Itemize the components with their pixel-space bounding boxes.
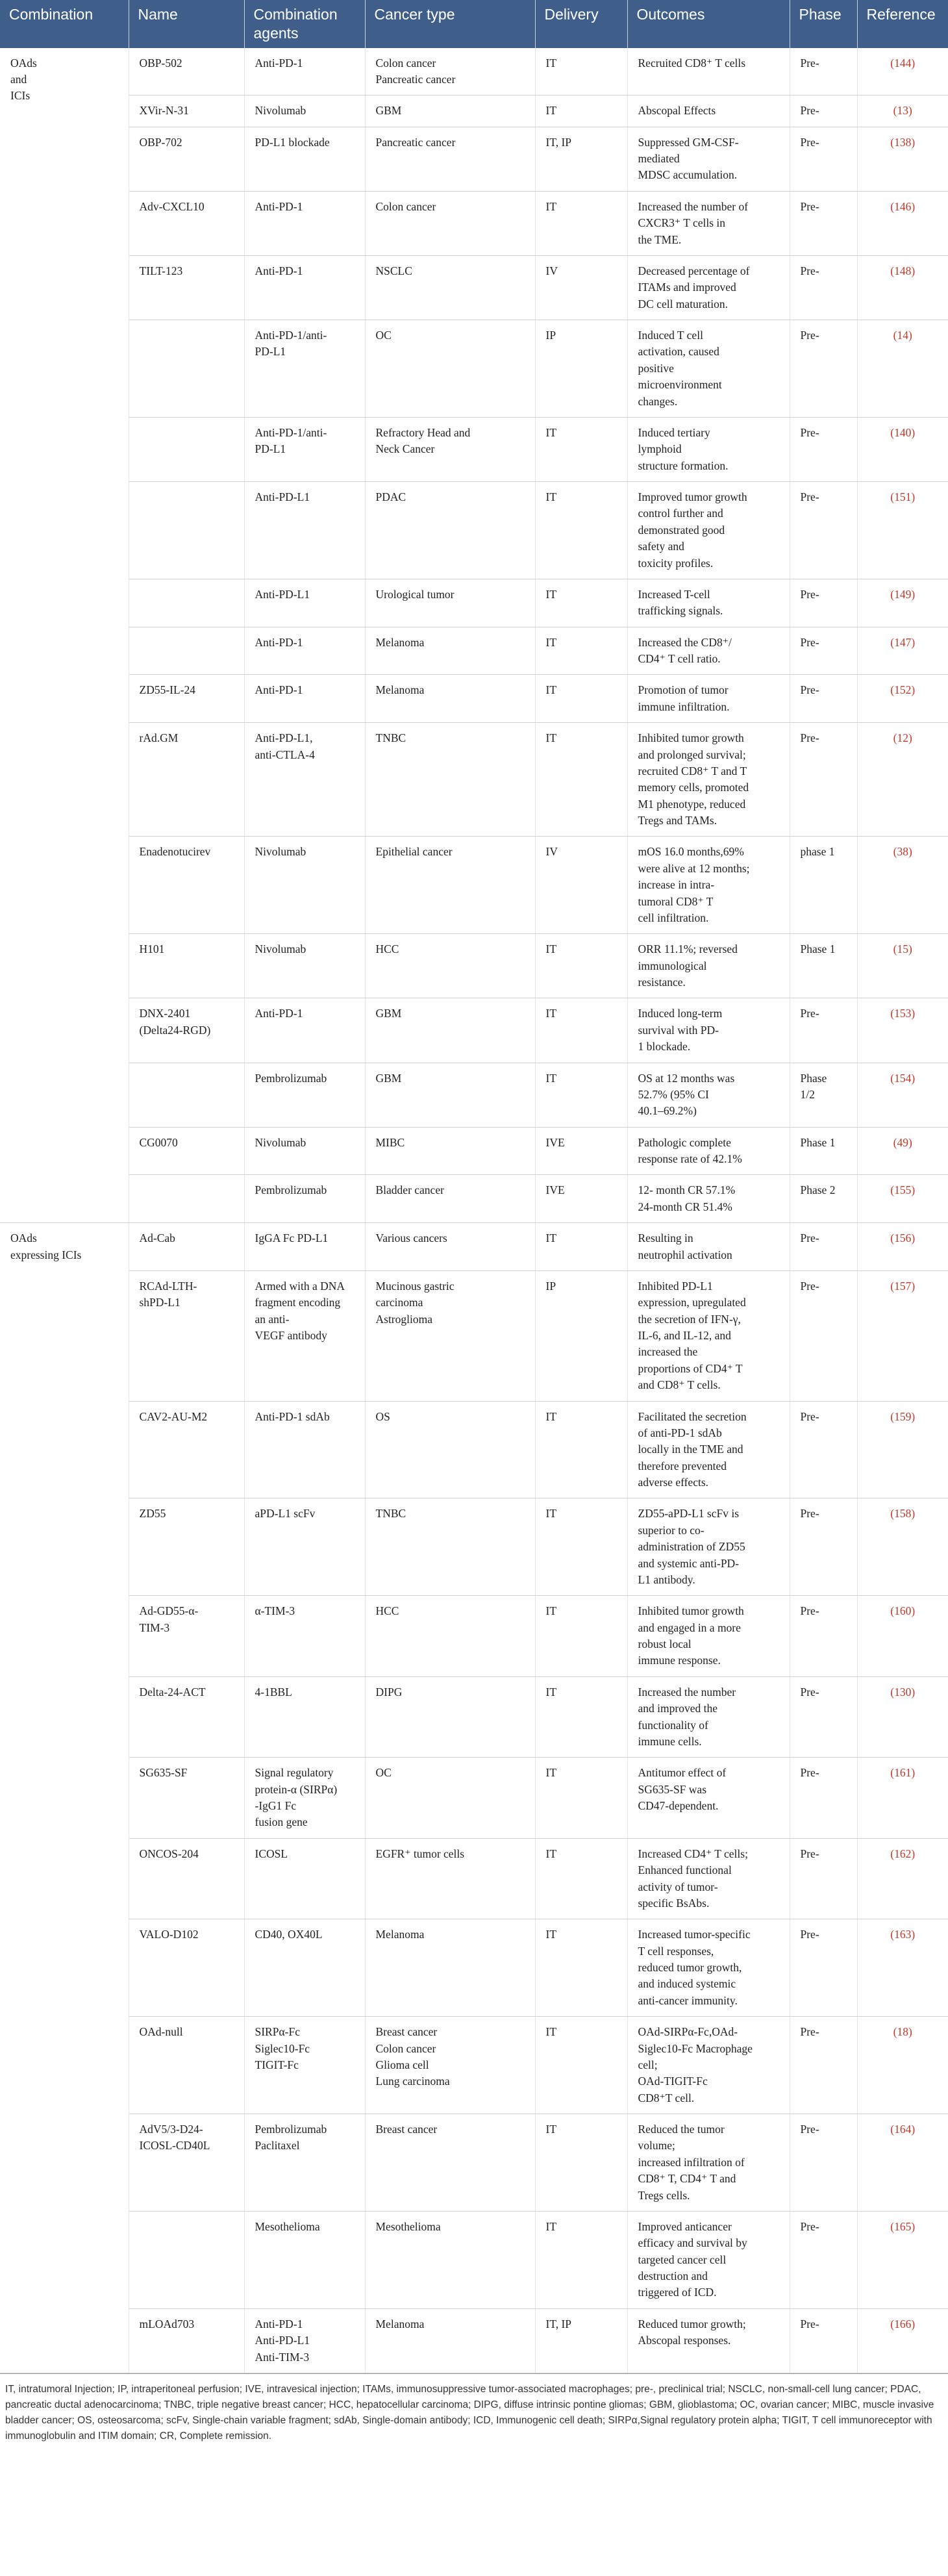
table-row bbox=[0, 2017, 948, 2114]
agents-cell: ICOSL bbox=[244, 1838, 365, 1919]
name-cell: CAV2-AU-M2 bbox=[129, 1401, 244, 1498]
phase-cell: Pre- bbox=[790, 579, 857, 627]
outcomes-cell: Inhibited PD-L1 expression, upregulated the secretion of IFN-γ, IL-6, and IL-12, and increased the proportions of CD4⁺ T and CD8⁺ T cells. bbox=[627, 1270, 790, 1401]
reference-cell[interactable]: (166) bbox=[857, 2308, 948, 2373]
column-header: Phase bbox=[790, 0, 857, 48]
reference-cell[interactable]: (151) bbox=[857, 482, 948, 579]
table-row bbox=[0, 1838, 948, 1919]
name-cell: rAd.GM bbox=[129, 723, 244, 837]
name-cell bbox=[129, 1063, 244, 1127]
name-cell: RCAd-LTH- shPD-L1 bbox=[129, 1270, 244, 1401]
delivery-cell: IT bbox=[535, 2211, 627, 2308]
table-row bbox=[0, 482, 948, 579]
table-row bbox=[0, 2308, 948, 2373]
agents-cell: SIRPα-Fc Siglec10-Fc TIGIT-Fc bbox=[244, 2017, 365, 2114]
outcomes-cell: Reduced the tumor volume; increased infiltration of CD8⁺ T, CD4⁺ T and Tregs cells. bbox=[627, 2114, 790, 2212]
name-cell bbox=[129, 417, 244, 481]
name-cell: Adv-CXCL10 bbox=[129, 191, 244, 255]
cancer-type-cell: Mucinous gastric carcinoma Astroglioma bbox=[365, 1270, 535, 1401]
reference-cell[interactable]: (148) bbox=[857, 255, 948, 320]
outcomes-cell: Inhibited tumor growth and engaged in a more robust local immune response. bbox=[627, 1596, 790, 1677]
delivery-cell: IP bbox=[535, 1270, 627, 1401]
delivery-cell: IT bbox=[535, 1758, 627, 1839]
column-header: Delivery bbox=[535, 0, 627, 48]
name-cell: ZD55 bbox=[129, 1498, 244, 1596]
delivery-cell: IT bbox=[535, 482, 627, 579]
cancer-type-cell: GBM bbox=[365, 95, 535, 127]
delivery-cell: IT bbox=[535, 1919, 627, 2017]
cancer-type-cell: Mesothelioma bbox=[365, 2211, 535, 2308]
name-cell: AdV5/3-D24- ICOSL-CD40L bbox=[129, 2114, 244, 2212]
table-row bbox=[0, 723, 948, 837]
phase-cell: Pre- bbox=[790, 1223, 857, 1271]
name-cell: XVir-N-31 bbox=[129, 95, 244, 127]
delivery-cell: IVE bbox=[535, 1175, 627, 1223]
reference-cell[interactable]: (157) bbox=[857, 1270, 948, 1401]
reference-cell[interactable]: (49) bbox=[857, 1127, 948, 1175]
agents-cell: Anti-PD-L1, anti-CTLA-4 bbox=[244, 723, 365, 837]
agents-cell: Anti-PD-1 bbox=[244, 191, 365, 255]
agents-cell: Nivolumab bbox=[244, 95, 365, 127]
phase-cell: Pre- bbox=[790, 1270, 857, 1401]
cancer-type-cell: TNBC bbox=[365, 1498, 535, 1596]
name-cell: DNX-2401 (Delta24-RGD) bbox=[129, 998, 244, 1063]
cancer-type-cell: Refractory Head and Neck Cancer bbox=[365, 417, 535, 481]
agents-cell: Nivolumab bbox=[244, 1127, 365, 1175]
reference-cell[interactable]: (159) bbox=[857, 1401, 948, 1498]
reference-cell[interactable]: (156) bbox=[857, 1223, 948, 1271]
name-cell: mLOAd703 bbox=[129, 2308, 244, 2373]
reference-cell[interactable]: (144) bbox=[857, 48, 948, 95]
cancer-type-cell: DIPG bbox=[365, 1676, 535, 1758]
name-cell: Delta-24-ACT bbox=[129, 1676, 244, 1758]
outcomes-cell: Reduced tumor growth; Abscopal responses. bbox=[627, 2308, 790, 2373]
delivery-cell: IT bbox=[535, 2017, 627, 2114]
delivery-cell: IT bbox=[535, 627, 627, 675]
delivery-cell: IT bbox=[535, 1498, 627, 1596]
cancer-type-cell: TNBC bbox=[365, 723, 535, 837]
table-body bbox=[0, 48, 948, 2373]
outcomes-cell: Recruited CD8⁺ T cells bbox=[627, 48, 790, 95]
agents-cell: Nivolumab bbox=[244, 837, 365, 934]
reference-cell[interactable]: (162) bbox=[857, 1838, 948, 1919]
cancer-type-cell: Breast cancer Colon cancer Glioma cell Lung carcinoma bbox=[365, 2017, 535, 2114]
phase-cell: Pre- bbox=[790, 320, 857, 418]
reference-cell[interactable]: (154) bbox=[857, 1063, 948, 1127]
cancer-type-cell: Melanoma bbox=[365, 627, 535, 675]
combination-group-cell: OAds and ICIs bbox=[0, 48, 129, 1223]
name-cell: VALO-D102 bbox=[129, 1919, 244, 2017]
cancer-type-cell: GBM bbox=[365, 1063, 535, 1127]
phase-cell: Phase 1 bbox=[790, 1127, 857, 1175]
cancer-type-cell: Various cancers bbox=[365, 1223, 535, 1271]
delivery-cell: IT bbox=[535, 998, 627, 1063]
phase-cell: Pre- bbox=[790, 255, 857, 320]
name-cell: ONCOS-204 bbox=[129, 1838, 244, 1919]
reference-cell[interactable]: (147) bbox=[857, 627, 948, 675]
reference-cell[interactable]: (158) bbox=[857, 1498, 948, 1596]
name-cell: SG635-SF bbox=[129, 1758, 244, 1839]
table-row bbox=[0, 2211, 948, 2308]
agents-cell: Pembrolizumab Paclitaxel bbox=[244, 2114, 365, 2212]
delivery-cell: IT bbox=[535, 191, 627, 255]
phase-cell: Phase 2 bbox=[790, 1175, 857, 1223]
cancer-type-cell: Bladder cancer bbox=[365, 1175, 535, 1223]
cancer-type-cell: OC bbox=[365, 320, 535, 418]
phase-cell: Pre- bbox=[790, 998, 857, 1063]
outcomes-cell: Increased CD4⁺ T cells; Enhanced functional activity of tumor- specific BsAbs. bbox=[627, 1838, 790, 1919]
name-cell: Ad-GD55-α- TIM-3 bbox=[129, 1596, 244, 1677]
table-row bbox=[0, 1175, 948, 1223]
agents-cell: Nivolumab bbox=[244, 934, 365, 998]
cancer-type-cell: MIBC bbox=[365, 1127, 535, 1175]
outcomes-cell: Improved anticancer efficacy and survival by targeted cancer cell destruction and triggered of ICD. bbox=[627, 2211, 790, 2308]
name-cell bbox=[129, 2211, 244, 2308]
delivery-cell: IT bbox=[535, 579, 627, 627]
reference-cell[interactable]: (152) bbox=[857, 675, 948, 723]
table-row bbox=[0, 1919, 948, 2017]
table-row bbox=[0, 95, 948, 127]
column-header: Name bbox=[129, 0, 244, 48]
name-cell: TILT-123 bbox=[129, 255, 244, 320]
reference-cell[interactable]: (160) bbox=[857, 1596, 948, 1677]
outcomes-cell: Abscopal Effects bbox=[627, 95, 790, 127]
reference-cell[interactable]: (18) bbox=[857, 2017, 948, 2114]
phase-cell: Pre- bbox=[790, 1758, 857, 1839]
agents-cell: 4-1BBL bbox=[244, 1676, 365, 1758]
cancer-type-cell: Epithelial cancer bbox=[365, 837, 535, 934]
name-cell: OBP-702 bbox=[129, 127, 244, 191]
outcomes-cell: OAd-SIRPα-Fc,OAd- Siglec10-Fc Macrophage cell; OAd-TIGIT-Fc CD8⁺T cell. bbox=[627, 2017, 790, 2114]
delivery-cell: IT bbox=[535, 48, 627, 95]
reference-cell[interactable]: (13) bbox=[857, 95, 948, 127]
cancer-type-cell: Urological tumor bbox=[365, 579, 535, 627]
cancer-type-cell: HCC bbox=[365, 1596, 535, 1677]
outcomes-cell: Induced long-term survival with PD- 1 blockade. bbox=[627, 998, 790, 1063]
delivery-cell: IT bbox=[535, 1676, 627, 1758]
delivery-cell: IT bbox=[535, 1063, 627, 1127]
phase-cell: Pre- bbox=[790, 2017, 857, 2114]
reference-cell[interactable]: (15) bbox=[857, 934, 948, 998]
cancer-type-cell: Colon cancer Pancreatic cancer bbox=[365, 48, 535, 95]
outcomes-cell: Decreased percentage of ITAMs and improved DC cell maturation. bbox=[627, 255, 790, 320]
delivery-cell: IT bbox=[535, 1401, 627, 1498]
outcomes-cell: ORR 11.1%; reversed immunological resistance. bbox=[627, 934, 790, 998]
phase-cell: Pre- bbox=[790, 1919, 857, 2017]
cancer-type-cell: Melanoma bbox=[365, 1919, 535, 2017]
phase-cell: Phase 1/2 bbox=[790, 1063, 857, 1127]
reference-cell[interactable]: (165) bbox=[857, 2211, 948, 2308]
outcomes-cell: Resulting in neutrophil activation bbox=[627, 1223, 790, 1271]
phase-cell: phase 1 bbox=[790, 837, 857, 934]
phase-cell: Phase 1 bbox=[790, 934, 857, 998]
phase-cell: Pre- bbox=[790, 2211, 857, 2308]
cancer-type-cell: Pancreatic cancer bbox=[365, 127, 535, 191]
cancer-type-cell: Breast cancer bbox=[365, 2114, 535, 2212]
phase-cell: Pre- bbox=[790, 127, 857, 191]
delivery-cell: IT bbox=[535, 1223, 627, 1271]
phase-cell: Pre- bbox=[790, 2114, 857, 2212]
header-row bbox=[0, 0, 948, 48]
phase-cell: Pre- bbox=[790, 1401, 857, 1498]
agents-cell: Pembrolizumab bbox=[244, 1175, 365, 1223]
phase-cell: Pre- bbox=[790, 417, 857, 481]
name-cell bbox=[129, 482, 244, 579]
column-header: Reference bbox=[857, 0, 948, 48]
cancer-type-cell: OS bbox=[365, 1401, 535, 1498]
phase-cell: Pre- bbox=[790, 675, 857, 723]
phase-cell: Pre- bbox=[790, 1676, 857, 1758]
cancer-type-cell: EGFR⁺ tumor cells bbox=[365, 1838, 535, 1919]
outcomes-cell: Increased T-cell trafficking signals. bbox=[627, 579, 790, 627]
outcomes-cell: Improved tumor growth control further and demonstrated good safety and toxicity profiles. bbox=[627, 482, 790, 579]
reference-cell[interactable]: (161) bbox=[857, 1758, 948, 1839]
table-row bbox=[0, 1127, 948, 1175]
name-cell: OBP-502 bbox=[129, 48, 244, 95]
table-row bbox=[0, 1401, 948, 1498]
phase-cell: Pre- bbox=[790, 723, 857, 837]
delivery-cell: IT bbox=[535, 1838, 627, 1919]
delivery-cell: IV bbox=[535, 255, 627, 320]
column-header: Cancer type bbox=[365, 0, 535, 48]
reference-cell[interactable]: (153) bbox=[857, 998, 948, 1063]
name-cell: Ad-Cab bbox=[129, 1223, 244, 1271]
delivery-cell: IT, IP bbox=[535, 127, 627, 191]
phase-cell: Pre- bbox=[790, 482, 857, 579]
phase-cell: Pre- bbox=[790, 95, 857, 127]
table-row bbox=[0, 1596, 948, 1677]
outcomes-cell: Increased the number and improved the functionality of immune cells. bbox=[627, 1676, 790, 1758]
agents-cell: Anti-PD-1 bbox=[244, 255, 365, 320]
agents-cell: Anti-PD-1/anti- PD-L1 bbox=[244, 320, 365, 418]
cancer-type-cell: OC bbox=[365, 1758, 535, 1839]
phase-cell: Pre- bbox=[790, 191, 857, 255]
agents-cell: Anti-PD-1 sdAb bbox=[244, 1401, 365, 1498]
table-row bbox=[0, 191, 948, 255]
table-row bbox=[0, 934, 948, 998]
agents-cell: Anti-PD-L1 bbox=[244, 482, 365, 579]
name-cell: H101 bbox=[129, 934, 244, 998]
table-row bbox=[0, 1270, 948, 1401]
table-row bbox=[0, 2114, 948, 2212]
cancer-type-cell: Melanoma bbox=[365, 675, 535, 723]
cancer-type-cell: NSCLC bbox=[365, 255, 535, 320]
agents-cell: Mesothelioma bbox=[244, 2211, 365, 2308]
name-cell: CG0070 bbox=[129, 1127, 244, 1175]
reference-cell[interactable]: (164) bbox=[857, 2114, 948, 2212]
outcomes-cell: 12- month CR 57.1% 24-month CR 51.4% bbox=[627, 1175, 790, 1223]
table-row bbox=[0, 1223, 948, 1271]
table-row bbox=[0, 998, 948, 1063]
table-row bbox=[0, 579, 948, 627]
column-header: Combination agents bbox=[244, 0, 365, 48]
phase-cell: Pre- bbox=[790, 1838, 857, 1919]
outcomes-cell: Promotion of tumor immune infiltration. bbox=[627, 675, 790, 723]
outcomes-cell: Induced tertiary lymphoid structure formation. bbox=[627, 417, 790, 481]
name-cell bbox=[129, 579, 244, 627]
agents-cell: Anti-PD-L1 bbox=[244, 579, 365, 627]
reference-cell[interactable]: (138) bbox=[857, 127, 948, 191]
delivery-cell: IT bbox=[535, 417, 627, 481]
outcomes-cell: ZD55-aPD-L1 scFv is superior to co- administration of ZD55 and systemic anti-PD- L1 antibody. bbox=[627, 1498, 790, 1596]
outcomes-cell: Antitumor effect of SG635-SF was CD47-dependent. bbox=[627, 1758, 790, 1839]
outcomes-cell: Increased tumor-specific T cell responses, reduced tumor growth, and induced systemic anti-cancer immunity. bbox=[627, 1919, 790, 2017]
delivery-cell: IVE bbox=[535, 1127, 627, 1175]
column-header: Combination bbox=[0, 0, 129, 48]
agents-cell: Anti-PD-1/anti- PD-L1 bbox=[244, 417, 365, 481]
combination-group-cell: OAds expressing ICIs bbox=[0, 1223, 129, 2373]
agents-cell: Armed with a DNA fragment encoding an anti- VEGF antibody bbox=[244, 1270, 365, 1401]
reference-cell[interactable]: (140) bbox=[857, 417, 948, 481]
table-row bbox=[0, 837, 948, 934]
agents-cell: Anti-PD-1 bbox=[244, 998, 365, 1063]
outcomes-cell: Pathologic complete response rate of 42.1% bbox=[627, 1127, 790, 1175]
phase-cell: Pre- bbox=[790, 627, 857, 675]
cancer-type-cell: Colon cancer bbox=[365, 191, 535, 255]
phase-cell: Pre- bbox=[790, 48, 857, 95]
phase-cell: Pre- bbox=[790, 1596, 857, 1677]
name-cell bbox=[129, 627, 244, 675]
reference-cell[interactable]: (163) bbox=[857, 1919, 948, 2017]
agents-cell: α-TIM-3 bbox=[244, 1596, 365, 1677]
reference-cell[interactable]: (12) bbox=[857, 723, 948, 837]
name-cell: OAd-null bbox=[129, 2017, 244, 2114]
outcomes-cell: Suppressed GM-CSF- mediated MDSC accumulation. bbox=[627, 127, 790, 191]
table-row bbox=[0, 48, 948, 95]
delivery-cell: IT bbox=[535, 1596, 627, 1677]
delivery-cell: IT bbox=[535, 934, 627, 998]
agents-cell: CD40, OX40L bbox=[244, 1919, 365, 2017]
reference-cell[interactable]: (14) bbox=[857, 320, 948, 418]
delivery-cell: IT bbox=[535, 675, 627, 723]
cancer-type-cell: Melanoma bbox=[365, 2308, 535, 2373]
outcomes-cell: Increased the number of CXCR3⁺ T cells in the TME. bbox=[627, 191, 790, 255]
agents-cell: Pembrolizumab bbox=[244, 1063, 365, 1127]
outcomes-cell: Induced T cell activation, caused positive microenvironment changes. bbox=[627, 320, 790, 418]
phase-cell: Pre- bbox=[790, 1498, 857, 1596]
agents-cell: Anti-PD-1 bbox=[244, 675, 365, 723]
table-row bbox=[0, 1676, 948, 1758]
cancer-type-cell: GBM bbox=[365, 998, 535, 1063]
agents-cell: Anti-PD-1 bbox=[244, 627, 365, 675]
reference-cell[interactable]: (149) bbox=[857, 579, 948, 627]
name-cell: Enadenotucirev bbox=[129, 837, 244, 934]
table-row bbox=[0, 1063, 948, 1127]
delivery-cell: IV bbox=[535, 837, 627, 934]
agents-cell: Signal regulatory protein-α (SIRPα) -IgG1 Fc fusion gene bbox=[244, 1758, 365, 1839]
name-cell bbox=[129, 320, 244, 418]
reference-cell[interactable]: (146) bbox=[857, 191, 948, 255]
reference-cell[interactable]: (155) bbox=[857, 1175, 948, 1223]
reference-cell[interactable]: (130) bbox=[857, 1676, 948, 1758]
delivery-cell: IP bbox=[535, 320, 627, 418]
table-row bbox=[0, 1758, 948, 1839]
reference-cell[interactable]: (38) bbox=[857, 837, 948, 934]
agents-cell: aPD-L1 scFv bbox=[244, 1498, 365, 1596]
agents-cell: PD-L1 blockade bbox=[244, 127, 365, 191]
agents-cell: Anti-PD-1 Anti-PD-L1 Anti-TIM-3 bbox=[244, 2308, 365, 2373]
name-cell: ZD55-IL-24 bbox=[129, 675, 244, 723]
table-row bbox=[0, 1498, 948, 1596]
cancer-type-cell: HCC bbox=[365, 934, 535, 998]
table-row bbox=[0, 320, 948, 418]
column-header: Outcomes bbox=[627, 0, 790, 48]
table-row bbox=[0, 255, 948, 320]
delivery-cell: IT bbox=[535, 95, 627, 127]
outcomes-cell: Facilitated the secretion of anti-PD-1 sdAb locally in the TME and therefore prevented adverse effects. bbox=[627, 1401, 790, 1498]
name-cell bbox=[129, 1175, 244, 1223]
outcomes-cell: Inhibited tumor growth and prolonged survival; recruited CD8⁺ T and T memory cells, promoted M1 phenotype, reduced Tregs and TAMs. bbox=[627, 723, 790, 837]
agents-cell: IgGA Fc PD-L1 bbox=[244, 1223, 365, 1271]
delivery-cell: IT, IP bbox=[535, 2308, 627, 2373]
table-row bbox=[0, 675, 948, 723]
outcomes-cell: mOS 16.0 months,69% were alive at 12 months; increase in intra- tumoral CD8⁺ T cell infiltration. bbox=[627, 837, 790, 934]
outcomes-cell: Increased the CD8⁺/ CD4⁺ T cell ratio. bbox=[627, 627, 790, 675]
agents-cell: Anti-PD-1 bbox=[244, 48, 365, 95]
cancer-type-cell: PDAC bbox=[365, 482, 535, 579]
delivery-cell: IT bbox=[535, 2114, 627, 2212]
table-row bbox=[0, 417, 948, 481]
table-row bbox=[0, 627, 948, 675]
table-footnote: IT, intratumoral Injection; IP, intraperitoneal perfusion; IVE, intravesical injection; ITAMs, immunosuppressive tumor-associated macrophages; pre-, preclinical trial; NSCLC, non-small-cell lung cancer; PDAC, pancreatic ductal adenocarcinoma; TNBC, triple negative breast cancer; HCC, hepatocellular carcinoma; DIPG, diffuse intrinsic pontine gliomas; GBM, glioblastoma; OC, ovarian cancer; MIBC, muscle invasive bladder cancer; OS, osteosarcoma; scFv, Single-chain variable fragment; sdAb, Single-domain antibody; ICD, Immunogenic cell death; SIRPα,Signal regulatory protein alpha; TIGIT, T cell immunoreceptor with immunoglobulin and ITIM domain; CR, Complete remission. bbox=[0, 2373, 948, 2451]
phase-cell: Pre- bbox=[790, 2308, 857, 2373]
delivery-cell: IT bbox=[535, 723, 627, 837]
table-row bbox=[0, 127, 948, 191]
outcomes-cell: OS at 12 months was 52.7% (95% CI 40.1–69.2%) bbox=[627, 1063, 790, 1127]
